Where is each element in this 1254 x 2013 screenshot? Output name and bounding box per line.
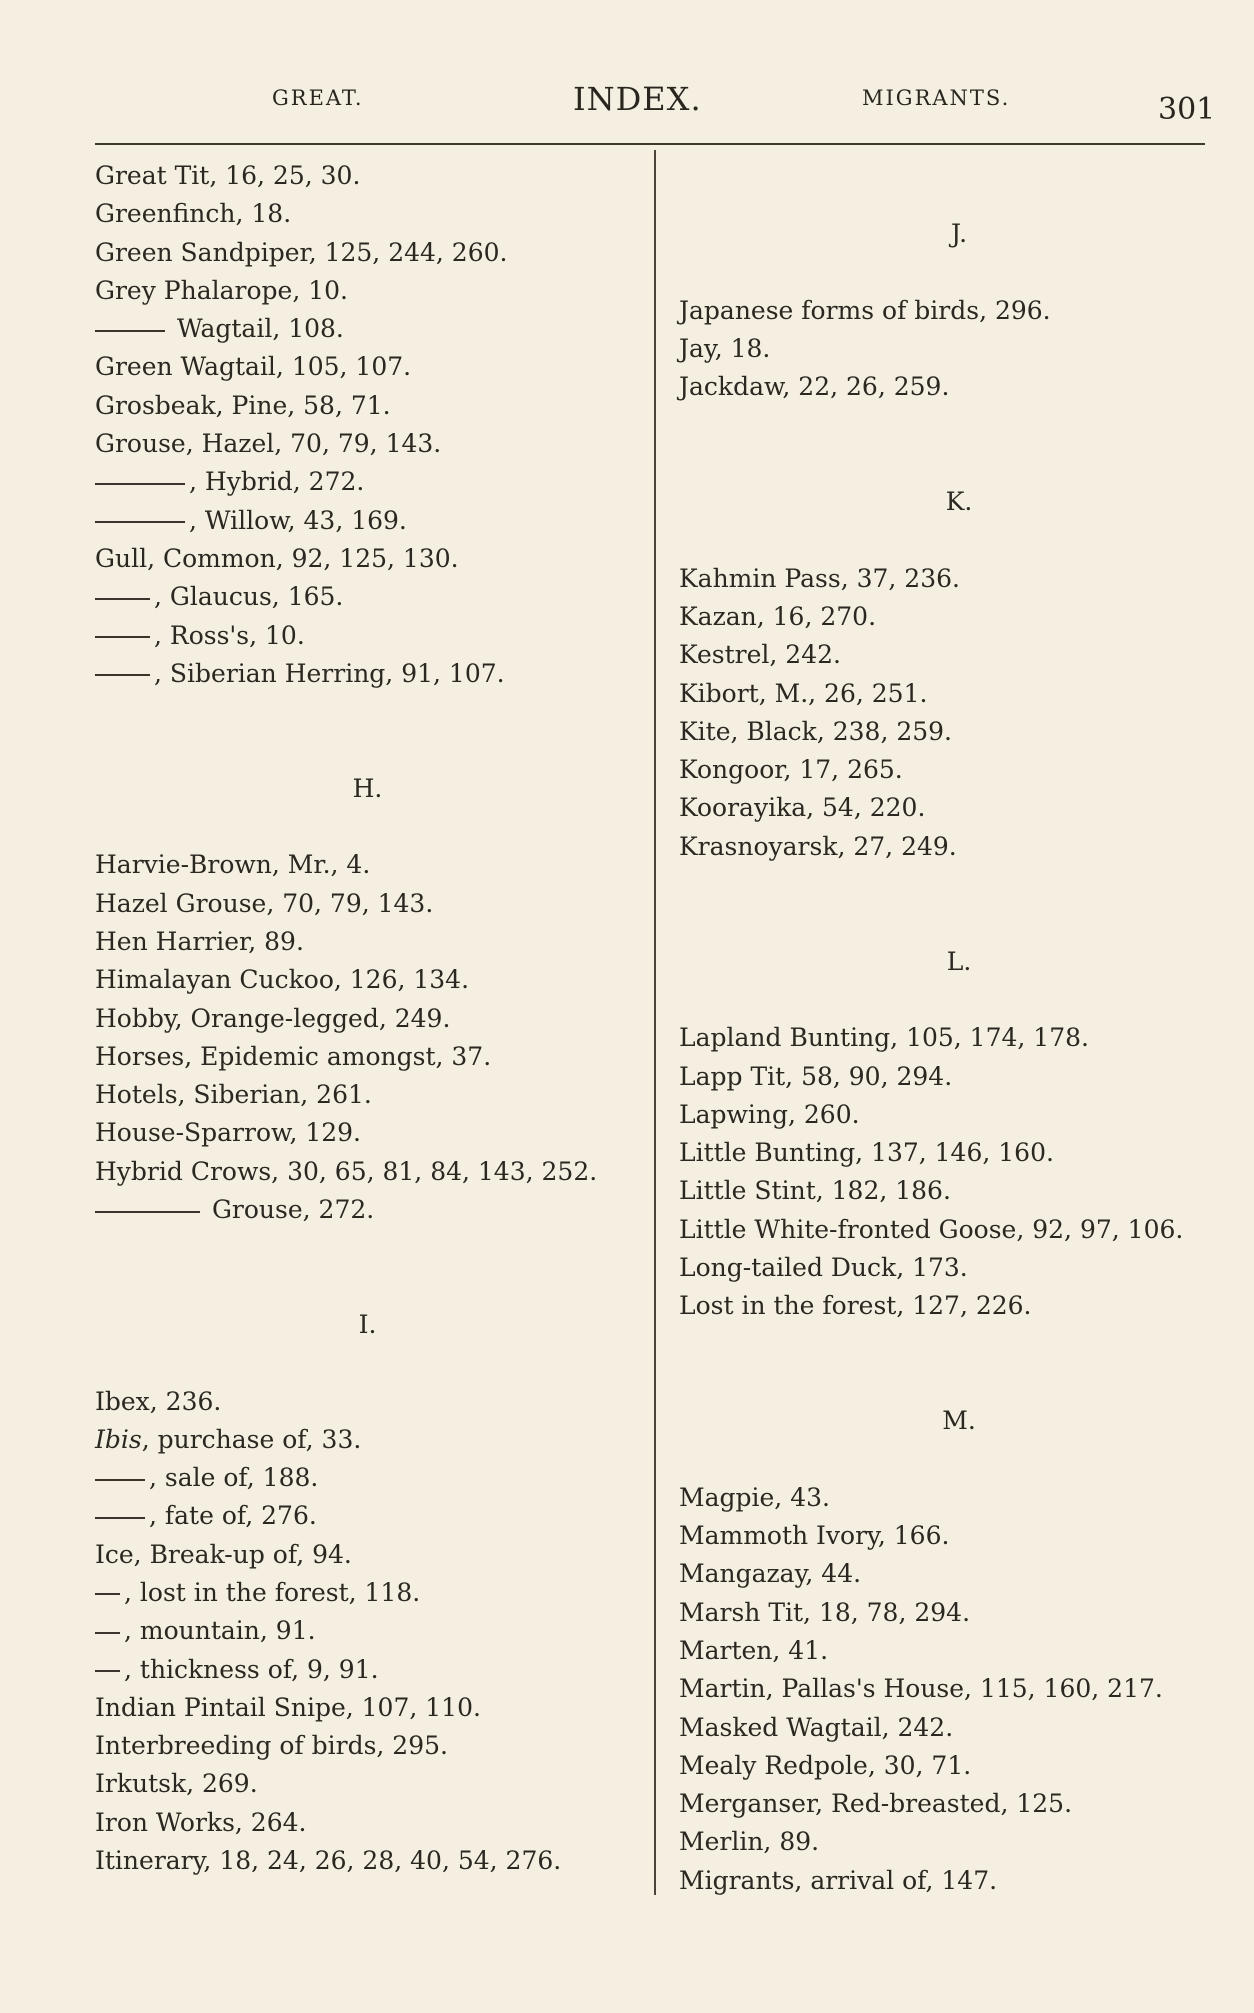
- entry-text: Green Sandpiper, 125, 244, 260.: [95, 237, 508, 267]
- index-entry: [679, 751, 1239, 789]
- entry-text: Kazan, 16, 270.: [679, 601, 877, 631]
- index-entry: [95, 1114, 640, 1152]
- entry-text: Himalayan Cuckoo, 126, 134.: [95, 965, 470, 995]
- entry-text: Kite, Black, 238, 259.: [679, 716, 952, 746]
- index-subentry: [95, 1612, 640, 1650]
- entry-text: Harvie-Brown, Mr., 4.: [95, 850, 371, 880]
- entry-text: Kongoor, 17, 265.: [679, 755, 903, 785]
- entry-text: Lapwing, 260.: [679, 1099, 860, 1129]
- entry-text: Mangazay, 44.: [679, 1559, 862, 1589]
- entry-text: Irkutsk, 269.: [95, 1769, 258, 1799]
- entry-text: Mammoth Ivory, 166.: [679, 1521, 950, 1551]
- index-entry: [95, 1383, 640, 1421]
- ditto-dash: [95, 521, 185, 523]
- entry-text: Koorayika, 54, 220.: [679, 793, 926, 823]
- index-entry: [679, 1862, 1239, 1900]
- entry-text: , lost in the forest, 118.: [124, 1577, 421, 1607]
- entry-text: Little Stint, 182, 186.: [679, 1176, 951, 1206]
- blank-line: [95, 1229, 640, 1267]
- index-entry: [679, 1058, 1239, 1096]
- entry-text: Magpie, 43.: [679, 1482, 830, 1512]
- entry-text: Merlin, 89.: [679, 1827, 820, 1857]
- index-entry: [679, 1287, 1239, 1325]
- blank-line: [679, 866, 1239, 904]
- index-entry: [95, 234, 640, 272]
- ditto-dash: [95, 674, 150, 676]
- blank-line: [679, 1326, 1239, 1364]
- blank-line: [679, 253, 1239, 291]
- entry-text: Hen Harrier, 89.: [95, 926, 304, 956]
- index-entry: [95, 1000, 640, 1038]
- index-entry: [95, 1536, 640, 1574]
- entry-text: Iron Works, 264.: [95, 1807, 307, 1837]
- ditto-dash: [95, 636, 150, 638]
- index-entry: [679, 1517, 1239, 1555]
- running-head-right: MIGRANTS.: [862, 86, 1011, 110]
- index-entry: [679, 1019, 1239, 1057]
- entry-text: Jackdaw, 22, 26, 259.: [679, 372, 950, 402]
- index-column-right: [679, 215, 1239, 1900]
- index-entry: [679, 1632, 1239, 1670]
- entry-text: Ice, Break-up of, 94.: [95, 1539, 352, 1569]
- index-entry: [679, 1785, 1239, 1823]
- index-subentry: [95, 310, 640, 348]
- entry-text: Marsh Tit, 18, 78, 294.: [679, 1597, 971, 1627]
- entry-text: Ibex, 236.: [95, 1386, 222, 1416]
- section-letter: L.: [946, 946, 972, 976]
- blank-line: [95, 808, 640, 846]
- entry-text: , Siberian Herring, 91, 107.: [154, 658, 505, 688]
- index-entry: [95, 923, 640, 961]
- italic-term: Ibis: [95, 1424, 142, 1454]
- index-entry: [95, 1076, 640, 1114]
- entry-text: , thickness of, 9, 91.: [124, 1654, 379, 1684]
- entry-text: Japanese forms of birds, 296.: [679, 295, 1051, 325]
- index-entry: [95, 387, 640, 425]
- index-entry: [95, 846, 640, 884]
- index-entry: [679, 1670, 1239, 1708]
- index-entry: [95, 540, 640, 578]
- page-number: 301: [1158, 92, 1216, 127]
- entry-text: Marten, 41.: [679, 1635, 829, 1665]
- blank-line: [95, 731, 640, 769]
- entry-text: Green Wagtail, 105, 107.: [95, 352, 412, 382]
- entry-text: , Ross's, 10.: [154, 620, 305, 650]
- ditto-dash: [95, 483, 185, 485]
- blank-line: [679, 406, 1239, 444]
- index-entry: [679, 1594, 1239, 1632]
- section-letter: J.: [950, 219, 968, 248]
- entry-text: Long-tailed Duck, 173.: [679, 1253, 968, 1283]
- running-head-left: GREAT.: [272, 86, 364, 110]
- index-entry: [95, 1842, 640, 1880]
- index-entry: [679, 292, 1239, 330]
- entry-text: , purchase of, 33.: [141, 1424, 362, 1454]
- index-entry: [679, 368, 1239, 406]
- index-entry: [95, 1804, 640, 1842]
- entry-text: , fate of, 276.: [149, 1501, 317, 1531]
- entry-text: Little White-fronted Goose, 92, 97, 106.: [679, 1214, 1184, 1244]
- entry-text: Kibort, M., 26, 251.: [679, 678, 928, 708]
- index-entry: [95, 195, 640, 233]
- index-entry: [95, 1689, 640, 1727]
- index-entry: [679, 1134, 1239, 1172]
- index-entry: [679, 560, 1239, 598]
- blank-line: [679, 445, 1239, 483]
- index-entry: [679, 1249, 1239, 1287]
- entry-text: Grouse, 272.: [204, 1195, 375, 1225]
- entry-text: Grosbeak, Pine, 58, 71.: [95, 390, 391, 420]
- index-entry: [95, 1421, 640, 1459]
- index-entry: [679, 828, 1239, 866]
- index-subentry: [95, 502, 640, 540]
- blank-line: [679, 904, 1239, 942]
- entry-text: Great Tit, 16, 25, 30.: [95, 161, 361, 190]
- entry-text: Little Bunting, 137, 146, 160.: [679, 1138, 1054, 1168]
- index-entry: [95, 157, 640, 195]
- index-entry: [679, 675, 1239, 713]
- entry-text: Hotels, Siberian, 261.: [95, 1080, 372, 1110]
- entry-text: Wagtail, 108.: [169, 314, 344, 344]
- index-entry: [95, 961, 640, 999]
- index-entry: [95, 1153, 640, 1191]
- section-letter: K.: [945, 487, 973, 517]
- blank-line: [679, 521, 1239, 559]
- index-column-left: [95, 157, 640, 1880]
- entry-text: Mealy Redpole, 30, 71.: [679, 1750, 972, 1780]
- index-entry: [679, 598, 1239, 636]
- index-entry: [679, 636, 1239, 674]
- entry-text: Lapland Bunting, 105, 174, 178.: [679, 1023, 1089, 1053]
- entry-text: , Hybrid, 272.: [189, 467, 365, 497]
- entry-text: , Glaucus, 165.: [154, 582, 344, 612]
- entry-text: Horses, Epidemic amongst, 37.: [95, 1041, 492, 1071]
- index-subentry: [95, 1191, 640, 1229]
- index-entry: [679, 1172, 1239, 1210]
- index-subentry: [95, 1497, 640, 1535]
- ditto-dash: [95, 330, 165, 332]
- entry-text: Kestrel, 242.: [679, 640, 841, 670]
- entry-text: Krasnoyarsk, 27, 249.: [679, 831, 957, 861]
- entry-text: , mountain, 91.: [124, 1616, 316, 1646]
- index-entry: [679, 1823, 1239, 1861]
- index-entry: [95, 1765, 640, 1803]
- entry-text: Itinerary, 18, 24, 26, 28, 40, 54, 276.: [95, 1846, 562, 1876]
- index-entry: [679, 1709, 1239, 1747]
- entry-text: , sale of, 188.: [149, 1463, 319, 1493]
- entry-text: , Willow, 43, 169.: [189, 505, 407, 535]
- header-rule: [95, 143, 1205, 145]
- index-entry: [679, 789, 1239, 827]
- entry-text: Hybrid Crows, 30, 65, 81, 84, 143, 252.: [95, 1156, 598, 1186]
- index-entry: [95, 348, 640, 386]
- entry-text: Greenfinch, 18.: [95, 199, 292, 229]
- entry-text: Interbreeding of birds, 295.: [95, 1731, 448, 1761]
- section-letter: M.: [942, 1406, 976, 1436]
- entry-text: Grouse, Hazel, 70, 79, 143.: [95, 429, 442, 459]
- section-letter: I.: [358, 1309, 377, 1339]
- index-entry: [95, 425, 640, 463]
- index-entry: [679, 713, 1239, 751]
- index-entry: [95, 1038, 640, 1076]
- index-subentry: [95, 463, 640, 501]
- entry-text: Kahmin Pass, 37, 236.: [679, 563, 960, 593]
- index-entry: [679, 1555, 1239, 1593]
- index-entry: [679, 1211, 1239, 1249]
- index-subentry: [95, 1574, 640, 1612]
- index-entry: [679, 1747, 1239, 1785]
- index-subentry: [95, 1651, 640, 1689]
- entry-text: Hazel Grouse, 70, 79, 143.: [95, 888, 434, 918]
- index-entry: [95, 272, 640, 310]
- entry-text: Merganser, Red-breasted, 125.: [679, 1789, 1073, 1819]
- ditto-dash: [95, 1593, 120, 1595]
- section-letter: H.: [352, 773, 383, 803]
- entry-text: Jay, 18.: [679, 333, 771, 363]
- entry-text: Gull, Common, 92, 125, 130.: [95, 543, 459, 573]
- blank-line: [95, 1344, 640, 1382]
- blank-line: [679, 981, 1239, 1019]
- entry-text: Hobby, Orange-legged, 249.: [95, 1003, 451, 1033]
- blank-line: [679, 1364, 1239, 1402]
- index-subentry: [95, 1459, 640, 1497]
- ditto-dash: [95, 1670, 120, 1672]
- index-subentry: [95, 655, 640, 693]
- entry-text: Lapp Tit, 58, 90, 294.: [679, 1061, 953, 1091]
- blank-line: [95, 693, 640, 731]
- index-subentry: [95, 617, 640, 655]
- index-entry: [679, 330, 1239, 368]
- blank-line: [95, 1268, 640, 1306]
- index-entry: [679, 1479, 1239, 1517]
- ditto-dash: [95, 598, 150, 600]
- entry-text: Masked Wagtail, 242.: [679, 1712, 954, 1742]
- entry-text: Martin, Pallas's House, 115, 160, 217.: [679, 1674, 1163, 1704]
- entry-text: Migrants, arrival of, 147.: [679, 1865, 998, 1895]
- ditto-dash: [95, 1517, 145, 1519]
- ditto-dash: [95, 1211, 200, 1213]
- entry-text: Lost in the forest, 127, 226.: [679, 1291, 1032, 1321]
- index-entry: [679, 1096, 1239, 1134]
- ditto-dash: [95, 1632, 120, 1634]
- entry-text: Grey Phalarope, 10.: [95, 275, 348, 305]
- entry-text: Indian Pintail Snipe, 107, 110.: [95, 1692, 481, 1722]
- index-subentry: [95, 578, 640, 616]
- blank-line: [679, 1441, 1239, 1479]
- running-head-title: INDEX.: [573, 80, 702, 118]
- entry-text: House-Sparrow, 129.: [95, 1118, 362, 1148]
- index-entry: [95, 1727, 640, 1765]
- index-entry: [95, 885, 640, 923]
- ditto-dash: [95, 1479, 145, 1481]
- column-divider: [654, 150, 656, 1895]
